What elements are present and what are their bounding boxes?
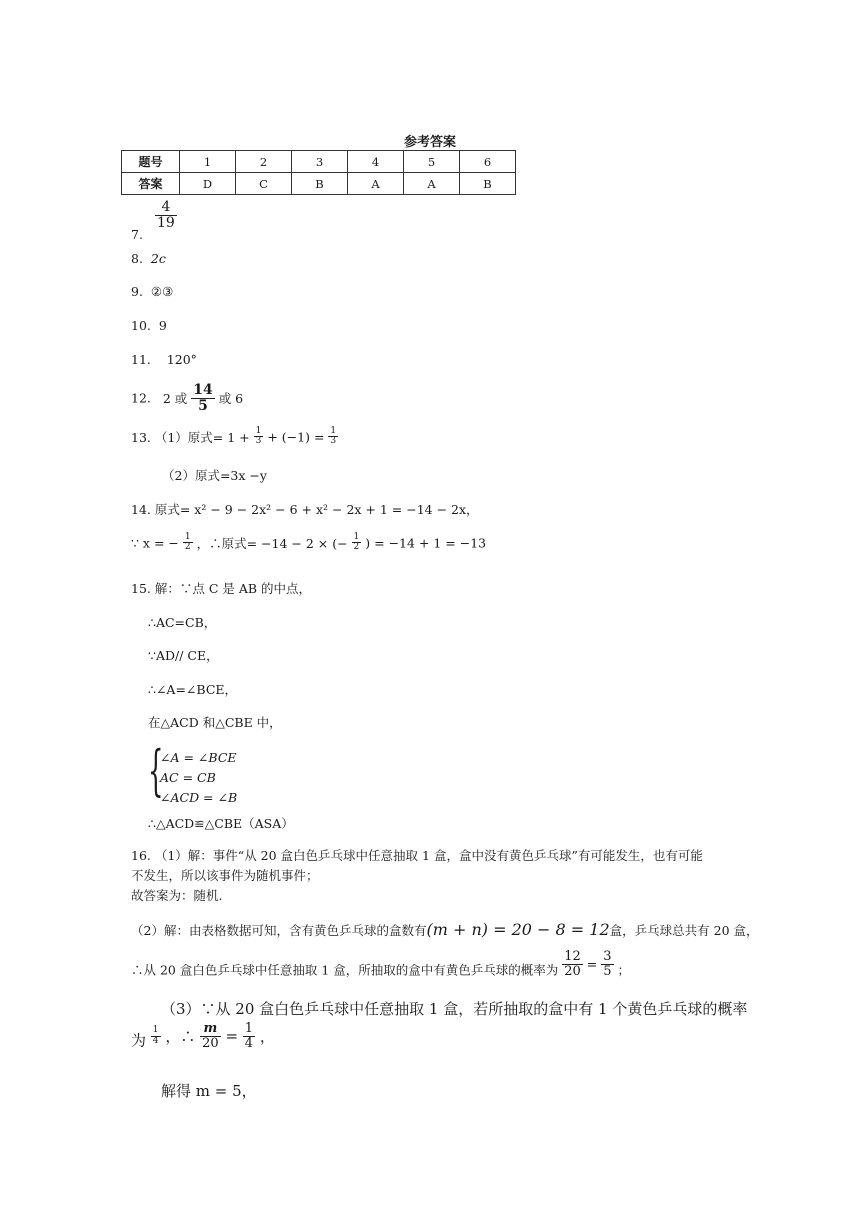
answer-11	[131, 352, 197, 367]
fraction-denominator: 20	[564, 963, 581, 979]
answer-14-line2	[131, 533, 486, 553]
answer-12	[131, 383, 243, 413]
fraction-numerator: 14	[193, 382, 213, 398]
fraction-denominator: 5	[603, 963, 612, 979]
answer-16-p1-line2: 不发生，所以该事件为随机事件；	[131, 868, 319, 883]
table-row	[122, 151, 516, 173]
answer-14-line1: 14. 原式= x² − 9 − 2x² − 6 + x² − 2x + 1 = −14 − 2x，	[131, 502, 479, 517]
fraction-numerator: 1	[330, 426, 337, 436]
fraction-denominator: 4	[152, 1035, 159, 1046]
formula-text: 13. （1）原式= 1 +	[131, 429, 250, 445]
page-title: 参考答案	[404, 135, 457, 150]
equation-line: ∠A = ∠BCE	[160, 750, 237, 765]
answer-text: ；	[617, 962, 631, 978]
answer-10	[131, 318, 167, 333]
table-cell: A	[348, 173, 404, 195]
table-cell: 4	[348, 151, 404, 173]
fraction-denominator: 19	[157, 214, 175, 231]
answer-text: ，	[259, 1027, 275, 1046]
answer-text: 或 6	[218, 391, 244, 407]
formula-text: ) = −14 + 1 = −13	[365, 535, 487, 551]
table-cell: 1	[180, 151, 236, 173]
left-brace-icon: {	[148, 739, 164, 802]
formula-text: ∵ x = −	[131, 535, 179, 551]
formula-text: ，∴原式= −14 − 2 × (−	[196, 535, 348, 551]
answer-7-number: 7.	[131, 227, 143, 242]
fraction-denominator: 4	[244, 1035, 254, 1051]
table-cell: 5	[404, 151, 460, 173]
answer-value: ②③	[150, 284, 174, 299]
answer-text: ，∴	[165, 1027, 196, 1046]
table-header-cell: 题号	[122, 151, 180, 173]
answer-16-p3-line3: 解得 m = 5，	[161, 1082, 257, 1100]
answer-8	[131, 251, 166, 266]
equation-line: ∠ACD = ∠B	[160, 790, 238, 805]
table-cell: 3	[292, 151, 348, 173]
table-row	[122, 173, 516, 195]
fraction-numerator: m	[203, 1021, 218, 1036]
answer-16-p1-line3: 故答案为：随机.	[131, 888, 223, 903]
answer-9	[131, 284, 173, 299]
formula-text: + (−1) =	[267, 429, 325, 445]
fraction-numerator: 1	[184, 532, 191, 542]
table-cell: 6	[460, 151, 516, 173]
formula-text: (m + n) = 20 − 8 = 12	[426, 920, 610, 939]
fraction-numerator: 1	[244, 1021, 254, 1036]
formula-text: =	[225, 1027, 239, 1046]
table-cell: B	[292, 173, 348, 195]
answer-number: 11.	[131, 352, 151, 367]
answer-15-line3: ∵AD// CE，	[148, 648, 219, 663]
answer-13-part1	[131, 427, 338, 447]
fraction-numerator: 3	[603, 949, 612, 964]
fraction-denominator: 20	[202, 1035, 219, 1051]
fraction-denominator: 3	[255, 436, 262, 447]
fraction-numerator: 12	[564, 949, 581, 964]
answer-value: 9	[158, 318, 167, 333]
answer-16-p1-line1: 16. （1）解：事件“从 20 盒白色乒乓球中任意抽取 1 盒，盒中没有黄色乒乓球”有可能发生，也有可能	[131, 848, 703, 863]
fraction-numerator: 1	[255, 426, 262, 436]
fraction-numerator: 4	[161, 199, 171, 215]
answer-value: 2c	[150, 251, 166, 266]
fraction-denominator: 2	[353, 542, 360, 553]
answer-16-p2-line2	[131, 950, 630, 978]
answer-value: 120°	[166, 352, 197, 367]
answer-text: 2 或	[162, 391, 188, 407]
answer-table	[121, 150, 516, 195]
formula-text: =	[586, 956, 598, 972]
equation-line: AC = CB	[160, 770, 216, 785]
fraction-denominator: 5	[191, 398, 214, 414]
answer-text: 盒，乒乓球总共有 20 盒，	[609, 923, 759, 938]
answer-text: （2）解：由表格数据可知，含有黄色乒乓球的盒数有	[131, 923, 427, 938]
fraction-numerator: 1	[152, 1025, 159, 1036]
answer-number: 9.	[131, 284, 143, 299]
answer-number: 10.	[131, 318, 151, 333]
fraction-denominator: 3	[330, 436, 337, 447]
answer-15-line2: ∴AC=CB，	[148, 615, 217, 630]
answer-15-conclusion: ∴△ACD≌△CBE（ASA）	[148, 816, 294, 831]
table-cell: C	[236, 173, 292, 195]
fraction-denominator: 2	[184, 542, 191, 553]
table-header-cell: 答案	[122, 173, 180, 195]
table-cell: D	[180, 173, 236, 195]
fraction-numerator: 1	[353, 532, 360, 542]
answer-13-part2: （2）原式=3x −y	[162, 468, 267, 483]
answer-15-line4: ∴∠A=∠BCE，	[148, 682, 238, 697]
answer-number: 12.	[131, 390, 151, 406]
answer-16-p3-line1: （3）∵从 20 盒白色乒乓球中任意抽取 1 盒，若所抽取的盒中有 1 个黄色乒乓球的概率	[161, 1000, 748, 1018]
answer-16-p2-line1	[131, 920, 759, 939]
answer-15-line5: 在△ACD 和△CBE 中，	[148, 715, 282, 730]
answer-7-fraction	[155, 200, 177, 230]
answer-text: 为	[131, 1031, 147, 1050]
table-cell: 2	[236, 151, 292, 173]
answer-16-p3-line2	[131, 1022, 275, 1050]
answer-text: ∴从 20 盒白色乒乓球中任意抽取 1 盒，所抽取的盒中有黄色乒乓球的概率为	[131, 962, 559, 978]
table-cell: A	[404, 173, 460, 195]
table-cell: B	[460, 173, 516, 195]
answer-15-line1: 15. 解：∵点 C 是 AB 的中点，	[131, 581, 312, 596]
answer-number: 8.	[131, 251, 143, 266]
